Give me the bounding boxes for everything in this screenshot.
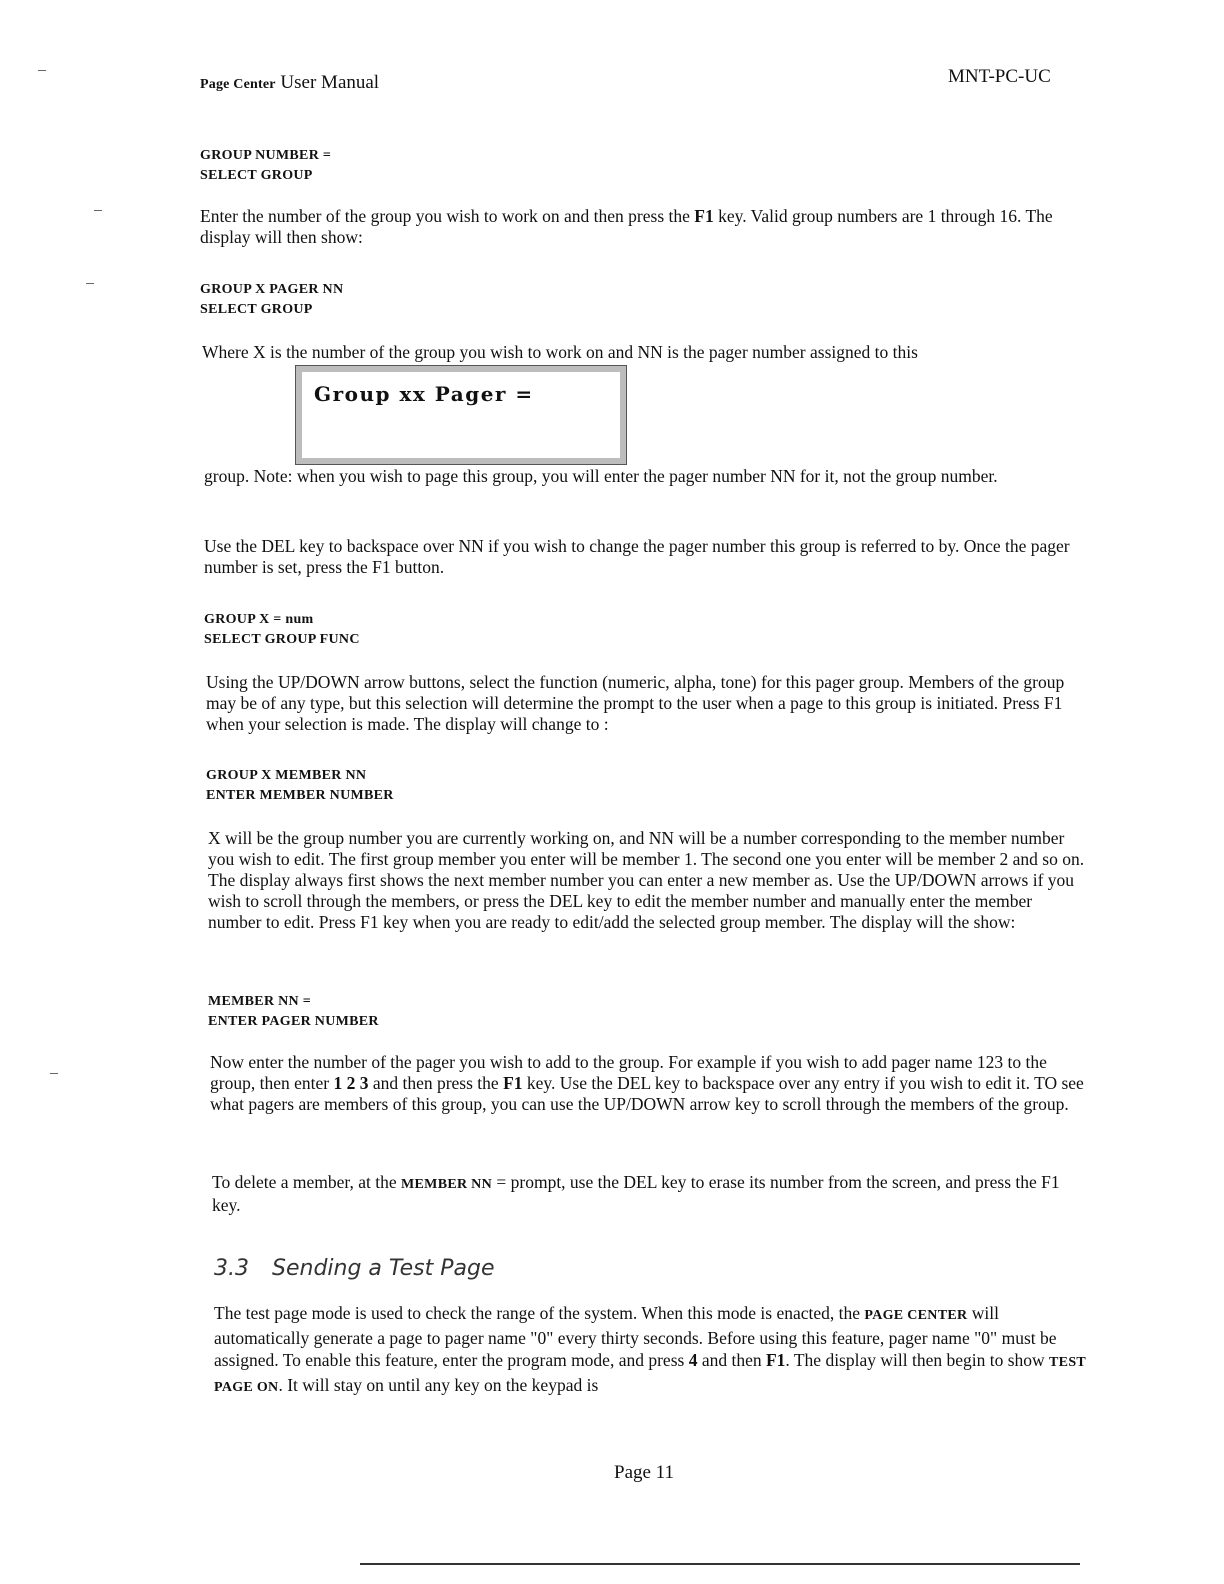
paragraph: group. Note: when you wish to page this group, you will enter the pager number NN for it, not the group number.: [204, 466, 998, 486]
key-label: F1: [694, 206, 714, 226]
running-header: [200, 72, 379, 94]
margin-mark: [38, 70, 46, 71]
product-name: Page Center: [200, 77, 276, 92]
margin-mark: [50, 1073, 58, 1074]
display-prompt: [200, 146, 331, 186]
section-number: 3.3: [214, 1256, 249, 1281]
text: . It will stay on until any key on the keypad is: [278, 1375, 599, 1395]
paragraph: [214, 1302, 1094, 1399]
text: will automatically generate a page to pager name "0" every thirty seconds. Before using this feature, pager name "0" must be assigned. To enable this feature, enter the program mode, and press: [214, 1303, 1057, 1370]
lcd-text: Group xx Pager =: [314, 382, 534, 406]
display-line: SELECT GROUP FUNC: [204, 632, 360, 647]
paragraph: Where X is the number of the group you wish to work on and NN is the pager number assigned to this: [202, 342, 918, 362]
key-label: F1: [503, 1073, 523, 1093]
text: Enter the number of the group you wish to work on and then press the: [200, 206, 690, 226]
text: The test page mode is used to check the range of the system. When this mode is enacted, the: [214, 1303, 861, 1323]
key-sequence: 1 2 3: [333, 1073, 369, 1093]
paragraph: Using the UP/DOWN arrow buttons, select the function (numeric, alpha, tone) for this pager group. Members of the group may be of any type, but this selection will determine the prompt to the user when a page to this group is initiated. Press F1 when your selection is made. The display will change to :: [206, 672, 1065, 734]
paragraph: [212, 1172, 1092, 1216]
section-heading: [214, 1256, 494, 1281]
paragraph: [200, 206, 1080, 248]
section-title: Sending a Test Page: [272, 1256, 495, 1281]
display-prompt: [208, 992, 379, 1032]
key-label: F1: [765, 1350, 786, 1370]
page-number: Page 11: [614, 1462, 674, 1483]
lcd-display-box: [296, 366, 626, 464]
display-prompt: [200, 280, 343, 320]
display-prompt: [206, 766, 394, 806]
margin-mark: [86, 283, 94, 284]
text: and then press the: [372, 1073, 499, 1093]
text: and then: [701, 1350, 762, 1370]
manual-title: User Manual: [280, 72, 380, 93]
text: key. Valid group numbers are 1 through 16. The display will then show:: [200, 206, 1053, 247]
display-message-inline: TEST PAGE ON: [214, 1355, 1086, 1395]
doc-code: MNT-PC-UC: [948, 66, 1051, 87]
paragraph: [210, 1052, 1090, 1115]
display-line: GROUP X PAGER NN: [200, 282, 344, 297]
bottom-rule: [360, 1563, 1080, 1565]
display-line: GROUP NUMBER =: [200, 148, 332, 163]
display-line: ENTER PAGER NUMBER: [208, 1014, 379, 1029]
display-line: GROUP X MEMBER NN: [206, 768, 367, 783]
margin-mark: [94, 210, 102, 211]
paragraph: Use the DEL key to backspace over NN if you wish to change the pager number this group is referred to by. Once the pager number is set, press the F1 button.: [204, 536, 1070, 577]
paragraph: X will be the group number you are currently working on, and NN will be a number corresponding to the member number you wish to edit. The first group member you enter will be member 1. The second one you enter will be member 2 and so on. The display always first shows the next member number you can enter a new member as. Use the UP/DOWN arrows if you wish to scroll through the members, or press the DEL key to edit the member number and manually enter the member number to edit. Press F1 key when you are ready to edit/add the selected group member. The display will the show:: [208, 828, 1085, 932]
display-prompt: [204, 610, 360, 650]
display-line: SELECT GROUP: [200, 302, 313, 317]
product-name-inline: PAGE CENTER: [864, 1308, 968, 1323]
display-line: GROUP X = num: [204, 612, 314, 627]
display-line: SELECT GROUP: [200, 168, 313, 183]
text: Now enter the number of the pager you wish to add to the group. For example if you wish to add pager name 123 to the group, then enter: [210, 1052, 1047, 1093]
display-line: MEMBER NN =: [208, 994, 312, 1009]
text: key. Use the DEL key to backspace over any entry if you wish to edit it. TO see what pagers are members of this group, you can use the UP/DOWN arrow key to scroll through the members of the group.: [210, 1073, 1084, 1114]
text: . The display will then begin to show: [785, 1350, 1045, 1370]
text: = prompt, use the DEL key to erase its number from the screen, and press the F1 key.: [212, 1172, 1060, 1215]
display-line: ENTER MEMBER NUMBER: [206, 788, 394, 803]
key-label: 4: [688, 1350, 698, 1370]
prompt-label: MEMBER NN: [401, 1177, 493, 1192]
text: To delete a member, at the: [212, 1172, 397, 1192]
